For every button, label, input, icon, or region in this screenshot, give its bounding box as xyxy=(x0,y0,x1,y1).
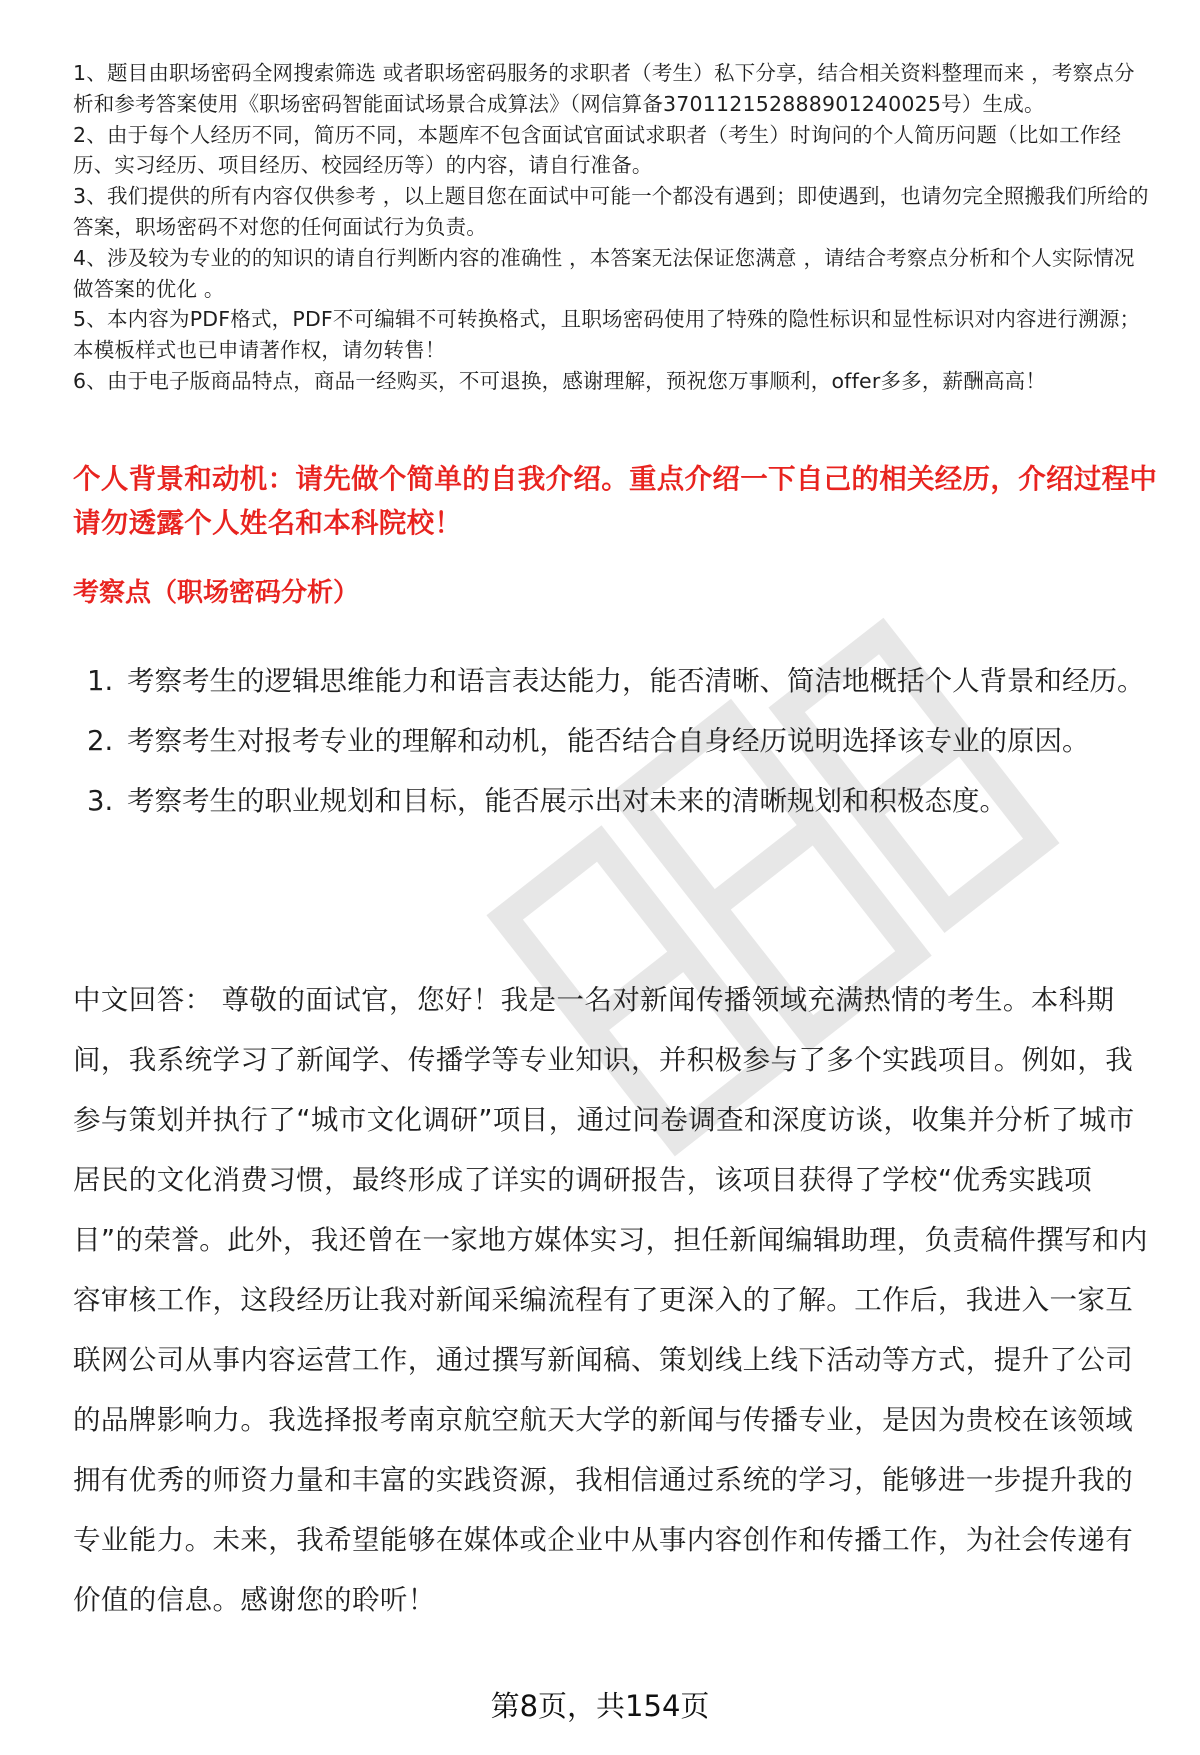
analysis-section-title: 考察点（职场密码分析） xyxy=(73,578,360,608)
list-item xyxy=(73,771,1153,831)
disclaimer-item-5: 5、本内容为PDF格式，PDF不可编辑不可转换格式，且职场密码使用了特殊的隐性标识和显性标识对内容进行溯源；本模板样式也已申请著作权，请勿转售！ xyxy=(73,307,1141,363)
list-item-number: 1. xyxy=(87,665,114,697)
page-number: 第8页，共154页 xyxy=(490,1689,710,1723)
analysis-points-list xyxy=(73,651,1153,831)
list-item xyxy=(73,711,1153,771)
list-item-text: 考察考生对报考专业的理解和动机，能否结合自身经历说明选择该专业的原因。 xyxy=(127,725,1090,757)
interview-question: 个人背景和动机：请先做个简单的自我介绍。重点介绍一下自己的相关经历，介绍过程中请勿透露个人姓名和本科院校！ xyxy=(73,463,1158,539)
list-item-number: 2. xyxy=(87,725,114,757)
disclaimer-item-2: 2、由于每个人经历不同，简历不同，本题库不包含面试官面试求职者（考生）时询问的个人简历问题（比如工作经历、实习经历、项目经历、校园经历等）的内容，请自行准备。 xyxy=(73,122,1122,178)
list-item-text: 考察考生的逻辑思维能力和语言表达能力，能否清晰、简洁地概括个人背景和经历。 xyxy=(127,665,1145,697)
disclaimer-section xyxy=(73,58,1153,397)
disclaimer-item-6: 6、由于电子版商品特点，商品一经购买，不可退换，感谢理解，预祝您万事顺利，offer多多，薪酬高高！ xyxy=(73,368,1047,393)
disclaimer-item-3: 3、我们提供的所有内容仅供参考 ，以上题目您在面试中可能一个都没有遇到；即使遇到，也请勿完全照搬我们所给的答案，职场密码不对您的任何面试行为负责。 xyxy=(73,184,1149,239)
chinese-answer: 中文回答： 尊敬的面试官，您好！我是一名对新闻传播领域充满热情的考生。本科期间，我系统学习了新闻学、传播学等专业知识，并积极参与了多个实践项目。例如，我参与策划并执行了“城市文化调研”项目，通过问卷调查和深度访谈，收集并分析了城市居民的文化消费习惯，最终形成了详实的调研报告，该项目获得了学校“优秀实践项目”的荣誉。此外，我还曾在一家地方媒体实习，担任新闻编辑助理，负责稿件撰写和内容审核工作，这段经历让我对新闻采编流程有了更深入的了解。工作后，我进入一家互联网公司从事内容运营工作，通过撰写新闻稿、策划线上线下活动等方式，提升了公司的品牌影响力。我选择报考南京航空航天大学的新闻与传播专业，是因为贵校在该领域拥有优秀的师资力量和丰富的实践资源，我相信通过系统的学习，能够进一步提升我的专业能力。未来，我希望能够在媒体或企业中从事内容创作和传播工作，为社会传递有价值的信息。感谢您的聆听！ xyxy=(73,984,1148,1616)
disclaimer-item-4: 4、涉及较为专业的的知识的请自行判断内容的准确性 ，本答案无法保证您满意 ，请结合考察点分析和个人实际情况做答案的优化 。 xyxy=(73,245,1135,301)
list-item-text: 考察考生的职业规划和目标，能否展示出对未来的清晰规划和积极态度。 xyxy=(127,785,1007,817)
disclaimer-item-1: 1、题目由职场密码全网搜索筛选 或者职场密码服务的求职者（考生）私下分享，结合相关资料整理而来 ，考察点分析和参考答案使用《职场密码智能面试场景合成算法》（网信算备370112152888901240025号）生成。 xyxy=(73,61,1135,116)
list-item xyxy=(73,651,1153,711)
list-item-number: 3. xyxy=(87,785,114,817)
